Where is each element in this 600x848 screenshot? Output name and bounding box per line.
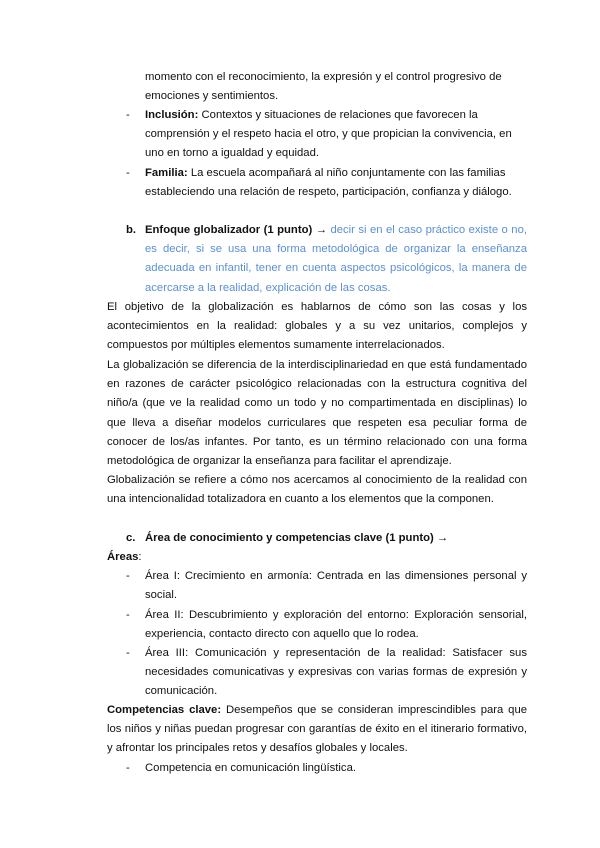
bullet-familia-label: Familia: bbox=[145, 167, 188, 179]
competencias-paragraph bbox=[107, 701, 527, 759]
bullet-dash: - bbox=[126, 167, 130, 179]
section-b-title: Enfoque globalizador (1 punto) → bbox=[145, 224, 327, 236]
bullet-dash: - bbox=[126, 647, 130, 659]
competencias-label: Competencias clave: bbox=[107, 704, 222, 716]
competencia-item: Competencia en comunicación lingüística. bbox=[145, 762, 356, 774]
areas-label: Áreas bbox=[107, 551, 139, 563]
area-item: Área II: Descubrimiento y exploración del entorno: Exploración sensorial, experiencia, contacto directo con aquello que lo rodea. bbox=[145, 609, 527, 641]
continuation-text: momento con el reconocimiento, la expresión y el control progresivo de emociones y sentimientos. bbox=[145, 71, 502, 103]
paragraph-globalization-1: El objetivo de la globalización es hablarnos de cómo son las cosas y los acontecimientos en la realidad: globales y a su vez unitarios, complejos y compuestos por múltiples elementos sumamente interrelacionados. bbox=[107, 301, 527, 352]
area-item: Área I: Crecimiento en armonía: Centrada en las dimensiones personal y social. bbox=[145, 570, 527, 602]
paragraph-globalization-3: Globalización se refiere a cómo nos acercamos al conocimiento de la realidad con una intencionalidad totalizadora en cuanto a los elementos que la componen. bbox=[107, 474, 527, 506]
section-c-heading bbox=[145, 529, 527, 548]
bullet-familia bbox=[145, 164, 527, 202]
section-b-note: decir si en el caso práctico existe o no, es decir, si se usa una forma metodológica de organizar la enseñanza adecuada en infantil, tener en cuenta aspectos psicológicos, la manera de acercarse a la realidad, explicación de las cosas. bbox=[145, 224, 528, 294]
bullet-dash: - bbox=[126, 609, 130, 621]
bullet-inclusion-text: Contextos y situaciones de relaciones que favorecen la comprensión y el respeto hacia el otro, y que propician la convivencia, en uno en torno a igualdad y equidad. bbox=[145, 109, 512, 160]
bullet-inclusion bbox=[145, 106, 527, 164]
competencias-text: Desempeños que se consideran imprescindibles para que los niños y niñas puedan progresar con garantías de éxito en el itinerario formativo, y afrontar los principales retos y desafíos globales y locales. bbox=[107, 704, 528, 755]
areas-heading bbox=[107, 548, 527, 567]
bullet-inclusion-label: Inclusión: bbox=[145, 109, 199, 121]
paragraph-globalization-2: La globalización se diferencia de la interdisciplinariedad en que está fundamentado en razones de carácter psicológico relacionadas con la estructura cognitiva del niño/a (que ve la realidad como un todo y no compartimentada en disciplinas) lo que lleva a diseñar modelos curriculares que respeten esa peculiar forma de conocer de los/as infantes. Por tanto, es un término relacionado con una forma metodológica de organizar la enseñanza para facilitar el aprendizaje. bbox=[107, 359, 527, 468]
bullet-dash: - bbox=[126, 109, 130, 121]
bullet-familia-text: La escuela acompañará al niño conjuntamente con las familias estableciendo una relación de respeto, participación, confianza y diálogo. bbox=[145, 167, 512, 199]
section-c-letter: c. bbox=[126, 532, 136, 544]
bullet-dash: - bbox=[126, 570, 130, 582]
section-b-letter: b. bbox=[126, 224, 137, 236]
section-b-heading bbox=[145, 221, 527, 298]
bullet-dash: - bbox=[126, 762, 130, 774]
area-item: Área III: Comunicación y representación de la realidad: Satisfacer sus necesidades comunicativas y expresivas con varias formas de expresión y comunicación. bbox=[145, 647, 527, 698]
section-c-title: Área de conocimiento y competencias clave (1 punto) → bbox=[145, 532, 449, 544]
areas-colon: : bbox=[138, 551, 142, 563]
